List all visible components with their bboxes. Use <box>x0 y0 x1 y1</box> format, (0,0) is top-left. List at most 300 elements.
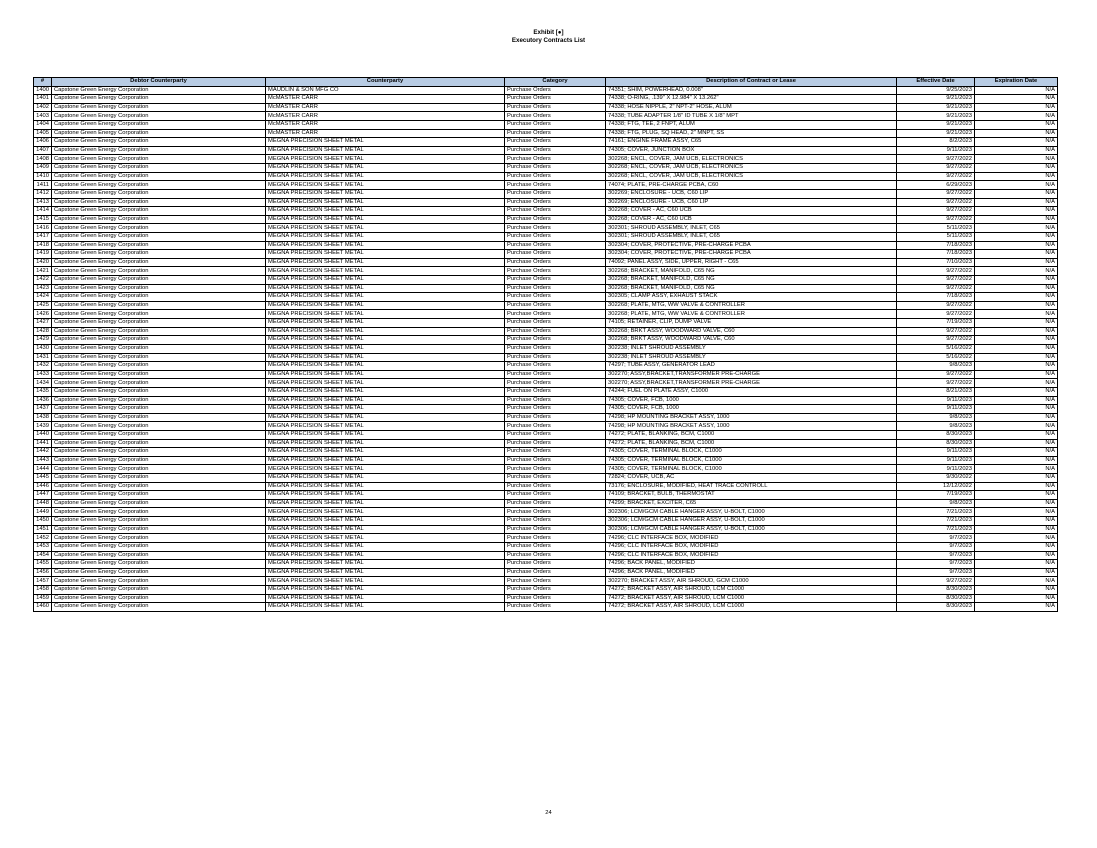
cell-category: Purchase Orders <box>505 551 606 560</box>
cell-counterparty: MEGNA PRECISION SHEET METAL <box>266 551 505 560</box>
cell-description: 74272; BRACKET ASSY, AIR SHROUD, LCM C1000 <box>606 603 897 612</box>
cell-debtor: Capstone Green Energy Corporation <box>52 198 266 207</box>
cell-effective-date: 9/11/2023 <box>897 448 975 457</box>
cell-debtor: Capstone Green Energy Corporation <box>52 267 266 276</box>
cell-number: 1400 <box>34 86 52 95</box>
cell-counterparty: MEGNA PRECISION SHEET METAL <box>266 534 505 543</box>
cell-expiration-date: N/A <box>975 439 1058 448</box>
cell-debtor: Capstone Green Energy Corporation <box>52 276 266 285</box>
cell-debtor: Capstone Green Energy Corporation <box>52 413 266 422</box>
cell-expiration-date: N/A <box>975 207 1058 216</box>
cell-number: 1442 <box>34 448 52 457</box>
cell-counterparty: MEGNA PRECISION SHEET METAL <box>266 585 505 594</box>
cell-effective-date: 9/27/2022 <box>897 379 975 388</box>
cell-number: 1459 <box>34 594 52 603</box>
cell-number: 1448 <box>34 499 52 508</box>
cell-expiration-date: N/A <box>975 258 1058 267</box>
cell-effective-date: 7/21/2023 <box>897 517 975 526</box>
cell-category: Purchase Orders <box>505 603 606 612</box>
cell-effective-date: 8/30/2023 <box>897 430 975 439</box>
cell-counterparty: MEGNA PRECISION SHEET METAL <box>266 387 505 396</box>
cell-category: Purchase Orders <box>505 121 606 130</box>
cell-number: 1436 <box>34 396 52 405</box>
cell-expiration-date: N/A <box>975 594 1058 603</box>
cell-debtor: Capstone Green Energy Corporation <box>52 138 266 147</box>
cell-expiration-date: N/A <box>975 224 1058 233</box>
cell-description: 302269; ENCLOSURE - UCB, C60 LIP <box>606 189 897 198</box>
cell-description: 302268; BRACKET, MANIFOLD, C65 NG <box>606 276 897 285</box>
cell-counterparty: McMASTER CARR <box>266 112 505 121</box>
cell-expiration-date: N/A <box>975 508 1058 517</box>
cell-debtor: Capstone Green Energy Corporation <box>52 508 266 517</box>
cell-counterparty: MEGNA PRECISION SHEET METAL <box>266 560 505 569</box>
cell-debtor: Capstone Green Energy Corporation <box>52 319 266 328</box>
cell-debtor: Capstone Green Energy Corporation <box>52 301 266 310</box>
table-row <box>34 250 1058 259</box>
cell-description: 74272; PLATE, BLANKING, BCM, C1000 <box>606 430 897 439</box>
cell-category: Purchase Orders <box>505 181 606 190</box>
cell-effective-date: 9/27/2022 <box>897 301 975 310</box>
cell-number: 1440 <box>34 430 52 439</box>
cell-debtor: Capstone Green Energy Corporation <box>52 560 266 569</box>
table-row <box>34 551 1058 560</box>
cell-debtor: Capstone Green Energy Corporation <box>52 362 266 371</box>
cell-expiration-date: N/A <box>975 379 1058 388</box>
cell-effective-date: 9/7/2023 <box>897 551 975 560</box>
cell-debtor: Capstone Green Energy Corporation <box>52 129 266 138</box>
cell-counterparty: McMASTER CARR <box>266 129 505 138</box>
cell-counterparty: MEGNA PRECISION SHEET METAL <box>266 542 505 551</box>
page-number: 24 <box>545 810 552 816</box>
cell-debtor: Capstone Green Energy Corporation <box>52 86 266 95</box>
table-row <box>34 396 1058 405</box>
cell-expiration-date: N/A <box>975 534 1058 543</box>
cell-counterparty: MEGNA PRECISION SHEET METAL <box>266 293 505 302</box>
cell-category: Purchase Orders <box>505 207 606 216</box>
cell-counterparty: MEGNA PRECISION SHEET METAL <box>266 336 505 345</box>
cell-effective-date: 8/2/2023 <box>897 138 975 147</box>
table-row <box>34 560 1058 569</box>
cell-category: Purchase Orders <box>505 491 606 500</box>
cell-expiration-date: N/A <box>975 551 1058 560</box>
cell-number: 1433 <box>34 370 52 379</box>
cell-counterparty: MEGNA PRECISION SHEET METAL <box>266 577 505 586</box>
cell-description: 302268; BRACKET, MANIFOLD, C65 NG <box>606 284 897 293</box>
cell-description: 74305; COVER, JUNCTION BOX <box>606 146 897 155</box>
cell-description: 302268; ENCL, COVER, JAM UCB, ELECTRONICS <box>606 164 897 173</box>
table-row <box>34 508 1058 517</box>
cell-expiration-date: N/A <box>975 241 1058 250</box>
cell-debtor: Capstone Green Energy Corporation <box>52 534 266 543</box>
cell-counterparty: MEGNA PRECISION SHEET METAL <box>266 164 505 173</box>
cell-debtor: Capstone Green Energy Corporation <box>52 474 266 483</box>
table-row <box>34 86 1058 95</box>
cell-description: 74297; TUBE ASSY, GENERATOR LEAD <box>606 362 897 371</box>
cell-counterparty: MEGNA PRECISION SHEET METAL <box>266 319 505 328</box>
cell-category: Purchase Orders <box>505 465 606 474</box>
cell-counterparty: MEGNA PRECISION SHEET METAL <box>266 155 505 164</box>
cell-counterparty: MEGNA PRECISION SHEET METAL <box>266 594 505 603</box>
cell-category: Purchase Orders <box>505 560 606 569</box>
cell-counterparty: MEGNA PRECISION SHEET METAL <box>266 276 505 285</box>
cell-number: 1458 <box>34 585 52 594</box>
cell-category: Purchase Orders <box>505 534 606 543</box>
cell-effective-date: 7/18/2023 <box>897 241 975 250</box>
cell-expiration-date: N/A <box>975 327 1058 336</box>
cell-effective-date: 9/11/2023 <box>897 405 975 414</box>
table-row <box>34 482 1058 491</box>
cell-expiration-date: N/A <box>975 103 1058 112</box>
cell-counterparty: MEGNA PRECISION SHEET METAL <box>266 482 505 491</box>
cell-effective-date: 9/27/2022 <box>897 215 975 224</box>
cell-effective-date: 9/8/2023 <box>897 499 975 508</box>
cell-description: 302301; SHROUD ASSEMBLY, INLET, C65 <box>606 224 897 233</box>
cell-counterparty: MEGNA PRECISION SHEET METAL <box>266 267 505 276</box>
cell-expiration-date: N/A <box>975 585 1058 594</box>
cell-effective-date: 9/21/2023 <box>897 95 975 104</box>
cell-counterparty: MEGNA PRECISION SHEET METAL <box>266 181 505 190</box>
cell-debtor: Capstone Green Energy Corporation <box>52 379 266 388</box>
cell-description: 72824; COVER, UCB, AC <box>606 474 897 483</box>
cell-debtor: Capstone Green Energy Corporation <box>52 585 266 594</box>
cell-description: 302268; BRACKET, MANIFOLD, C65 NG <box>606 267 897 276</box>
cell-expiration-date: N/A <box>975 560 1058 569</box>
cell-debtor: Capstone Green Energy Corporation <box>52 594 266 603</box>
cell-category: Purchase Orders <box>505 267 606 276</box>
cell-effective-date: 7/19/2023 <box>897 319 975 328</box>
cell-number: 1403 <box>34 112 52 121</box>
cell-debtor: Capstone Green Energy Corporation <box>52 456 266 465</box>
cell-effective-date: 9/7/2023 <box>897 568 975 577</box>
cell-expiration-date: N/A <box>975 95 1058 104</box>
cell-expiration-date: N/A <box>975 603 1058 612</box>
cell-counterparty: MEGNA PRECISION SHEET METAL <box>266 396 505 405</box>
table-row <box>34 258 1058 267</box>
cell-number: 1415 <box>34 215 52 224</box>
table-row <box>34 336 1058 345</box>
cell-description: 302268; BRKT ASSY, WOODWARD VALVE, C60 <box>606 336 897 345</box>
cell-number: 1409 <box>34 164 52 173</box>
table-row <box>34 344 1058 353</box>
cell-counterparty: MEGNA PRECISION SHEET METAL <box>266 405 505 414</box>
cell-category: Purchase Orders <box>505 129 606 138</box>
cell-debtor: Capstone Green Energy Corporation <box>52 344 266 353</box>
cell-debtor: Capstone Green Energy Corporation <box>52 465 266 474</box>
cell-description: 74109; BRACKET, BULB, THERMOSTAT <box>606 491 897 500</box>
cell-counterparty: MEGNA PRECISION SHEET METAL <box>266 525 505 534</box>
cell-category: Purchase Orders <box>505 155 606 164</box>
cell-number: 1457 <box>34 577 52 586</box>
cell-category: Purchase Orders <box>505 301 606 310</box>
cell-category: Purchase Orders <box>505 138 606 147</box>
table-row <box>34 284 1058 293</box>
cell-description: 302306; LCM/GCM CABLE HANGER ASSY, U-BOLT, C1000 <box>606 508 897 517</box>
cell-category: Purchase Orders <box>505 525 606 534</box>
cell-effective-date: 9/27/2022 <box>897 310 975 319</box>
cell-effective-date: 9/27/2022 <box>897 276 975 285</box>
cell-counterparty: MEGNA PRECISION SHEET METAL <box>266 465 505 474</box>
cell-effective-date: 9/21/2023 <box>897 129 975 138</box>
cell-number: 1456 <box>34 568 52 577</box>
cell-expiration-date: N/A <box>975 284 1058 293</box>
table-body <box>34 86 1058 611</box>
cell-number: 1443 <box>34 456 52 465</box>
cell-number: 1453 <box>34 542 52 551</box>
cell-debtor: Capstone Green Energy Corporation <box>52 603 266 612</box>
cell-effective-date: 9/25/2023 <box>897 86 975 95</box>
cell-number: 1455 <box>34 560 52 569</box>
table-row <box>34 422 1058 431</box>
table-row <box>34 232 1058 241</box>
table-row <box>34 198 1058 207</box>
table-row <box>34 189 1058 198</box>
cell-counterparty: MEGNA PRECISION SHEET METAL <box>266 499 505 508</box>
cell-description: 74338; O-RING, .139" X 12.984" X 13.262" <box>606 95 897 104</box>
table-row <box>34 456 1058 465</box>
cell-expiration-date: N/A <box>975 482 1058 491</box>
cell-number: 1429 <box>34 336 52 345</box>
cell-category: Purchase Orders <box>505 112 606 121</box>
cell-number: 1454 <box>34 551 52 560</box>
cell-effective-date: 9/11/2023 <box>897 396 975 405</box>
cell-number: 1424 <box>34 293 52 302</box>
cell-expiration-date: N/A <box>975 276 1058 285</box>
cell-category: Purchase Orders <box>505 172 606 181</box>
table-row <box>34 542 1058 551</box>
cell-debtor: Capstone Green Energy Corporation <box>52 482 266 491</box>
cell-number: 1417 <box>34 232 52 241</box>
cell-debtor: Capstone Green Energy Corporation <box>52 517 266 526</box>
cell-expiration-date: N/A <box>975 413 1058 422</box>
cell-expiration-date: N/A <box>975 336 1058 345</box>
cell-description: 74338; FTG, PLUG, SQ HEAD, 2" MNPT, SS <box>606 129 897 138</box>
cell-description: 302270; BRACKET ASSY, AIR SHROUD, GCM C1000 <box>606 577 897 586</box>
cell-description: 302268; COVER - AC, C60 UCB <box>606 215 897 224</box>
cell-number: 1406 <box>34 138 52 147</box>
cell-category: Purchase Orders <box>505 585 606 594</box>
cell-debtor: Capstone Green Energy Corporation <box>52 284 266 293</box>
table-row <box>34 568 1058 577</box>
cell-category: Purchase Orders <box>505 577 606 586</box>
table-row <box>34 129 1058 138</box>
cell-debtor: Capstone Green Energy Corporation <box>52 430 266 439</box>
cell-number: 1449 <box>34 508 52 517</box>
cell-number: 1441 <box>34 439 52 448</box>
cell-number: 1421 <box>34 267 52 276</box>
cell-number: 1437 <box>34 405 52 414</box>
cell-expiration-date: N/A <box>975 370 1058 379</box>
cell-number: 1444 <box>34 465 52 474</box>
column-header-number: # <box>34 78 52 87</box>
cell-debtor: Capstone Green Energy Corporation <box>52 396 266 405</box>
cell-debtor: Capstone Green Energy Corporation <box>52 215 266 224</box>
cell-expiration-date: N/A <box>975 310 1058 319</box>
table-row <box>34 207 1058 216</box>
cell-debtor: Capstone Green Energy Corporation <box>52 172 266 181</box>
cell-expiration-date: N/A <box>975 172 1058 181</box>
table-row <box>34 594 1058 603</box>
cell-counterparty: MEGNA PRECISION SHEET METAL <box>266 353 505 362</box>
cell-expiration-date: N/A <box>975 301 1058 310</box>
table-row <box>34 405 1058 414</box>
cell-description: 74296; CLC INTERFACE BOX, MODIFIED <box>606 542 897 551</box>
cell-expiration-date: N/A <box>975 232 1058 241</box>
cell-expiration-date: N/A <box>975 138 1058 147</box>
table-row <box>34 215 1058 224</box>
cell-category: Purchase Orders <box>505 284 606 293</box>
cell-debtor: Capstone Green Energy Corporation <box>52 207 266 216</box>
cell-category: Purchase Orders <box>505 482 606 491</box>
cell-category: Purchase Orders <box>505 568 606 577</box>
cell-effective-date: 9/27/2022 <box>897 164 975 173</box>
cell-expiration-date: N/A <box>975 430 1058 439</box>
cell-effective-date: 7/18/2023 <box>897 293 975 302</box>
cell-expiration-date: N/A <box>975 353 1058 362</box>
cell-effective-date: 9/27/2022 <box>897 336 975 345</box>
cell-description: 74305; COVER, FCB, 1000 <box>606 396 897 405</box>
cell-debtor: Capstone Green Energy Corporation <box>52 327 266 336</box>
cell-counterparty: MEGNA PRECISION SHEET METAL <box>266 172 505 181</box>
cell-debtor: Capstone Green Energy Corporation <box>52 542 266 551</box>
table-row <box>34 439 1058 448</box>
cell-description: 302270; ASSY,BRACKET,TRANSFORMER PRE-CHARGE <box>606 379 897 388</box>
cell-counterparty: MEGNA PRECISION SHEET METAL <box>266 413 505 422</box>
cell-debtor: Capstone Green Energy Corporation <box>52 551 266 560</box>
cell-number: 1413 <box>34 198 52 207</box>
cell-effective-date: 5/11/2023 <box>897 232 975 241</box>
cell-effective-date: 9/27/2022 <box>897 267 975 276</box>
column-header-effective-date: Effective Date <box>897 78 975 87</box>
cell-counterparty: McMASTER CARR <box>266 95 505 104</box>
cell-number: 1418 <box>34 241 52 250</box>
cell-expiration-date: N/A <box>975 189 1058 198</box>
cell-description: 302238; INLET SHROUD ASSEMBLY <box>606 344 897 353</box>
table-row <box>34 413 1058 422</box>
cell-counterparty: MEGNA PRECISION SHEET METAL <box>266 215 505 224</box>
cell-effective-date: 9/27/2022 <box>897 207 975 216</box>
cell-debtor: Capstone Green Energy Corporation <box>52 95 266 104</box>
table-row <box>34 362 1058 371</box>
cell-effective-date: 9/27/2022 <box>897 198 975 207</box>
cell-debtor: Capstone Green Energy Corporation <box>52 499 266 508</box>
cell-effective-date: 9/11/2023 <box>897 146 975 155</box>
cell-debtor: Capstone Green Energy Corporation <box>52 353 266 362</box>
table-row <box>34 491 1058 500</box>
cell-description: 73176; ENCLOSURE, MODIFIED, HEAT TRACE CONTROLL <box>606 482 897 491</box>
cell-counterparty: MEGNA PRECISION SHEET METAL <box>266 517 505 526</box>
cell-debtor: Capstone Green Energy Corporation <box>52 250 266 259</box>
cell-debtor: Capstone Green Energy Corporation <box>52 310 266 319</box>
cell-number: 1438 <box>34 413 52 422</box>
column-header-expiration-date: Expiration Date <box>975 78 1058 87</box>
cell-number: 1430 <box>34 344 52 353</box>
cell-expiration-date: N/A <box>975 164 1058 173</box>
cell-number: 1427 <box>34 319 52 328</box>
cell-effective-date: 7/21/2023 <box>897 525 975 534</box>
table-row <box>34 534 1058 543</box>
cell-description: 74299; BRACKET, EXCITER, C65 <box>606 499 897 508</box>
cell-description: 74296; BACK PANEL, MODIFIED <box>606 568 897 577</box>
cell-category: Purchase Orders <box>505 508 606 517</box>
cell-effective-date: 9/27/2022 <box>897 327 975 336</box>
table-row <box>34 525 1058 534</box>
table-row <box>34 517 1058 526</box>
cell-effective-date: 9/27/2022 <box>897 577 975 586</box>
cell-description: 74305; COVER, TERMINAL BLOCK, C1000 <box>606 456 897 465</box>
cell-effective-date: 9/7/2023 <box>897 560 975 569</box>
cell-debtor: Capstone Green Energy Corporation <box>52 121 266 130</box>
cell-effective-date: 9/8/2023 <box>897 362 975 371</box>
cell-expiration-date: N/A <box>975 215 1058 224</box>
cell-description: 302268; ENCL, COVER, JAM UCB, ELECTRONICS <box>606 172 897 181</box>
cell-number: 1407 <box>34 146 52 155</box>
table-row <box>34 327 1058 336</box>
cell-effective-date: 12/12/2022 <box>897 482 975 491</box>
cell-expiration-date: N/A <box>975 525 1058 534</box>
cell-description: 74351; SHIM, POWERHEAD, 0.008" <box>606 86 897 95</box>
cell-category: Purchase Orders <box>505 396 606 405</box>
cell-description: 74272; PLATE, BLANKING, BCM, C1000 <box>606 439 897 448</box>
cell-description: 302305; CLAMP ASSY, EXHAUST STACK <box>606 293 897 302</box>
cell-number: 1405 <box>34 129 52 138</box>
cell-debtor: Capstone Green Energy Corporation <box>52 422 266 431</box>
cell-category: Purchase Orders <box>505 379 606 388</box>
cell-description: 302268; PLATE, MTG, WW VALVE & CONTROLLER <box>606 301 897 310</box>
cell-category: Purchase Orders <box>505 336 606 345</box>
cell-debtor: Capstone Green Energy Corporation <box>52 112 266 121</box>
cell-debtor: Capstone Green Energy Corporation <box>52 189 266 198</box>
cell-debtor: Capstone Green Energy Corporation <box>52 224 266 233</box>
cell-counterparty: MEGNA PRECISION SHEET METAL <box>266 362 505 371</box>
cell-category: Purchase Orders <box>505 430 606 439</box>
cell-number: 1420 <box>34 258 52 267</box>
cell-debtor: Capstone Green Energy Corporation <box>52 525 266 534</box>
column-header-category: Category <box>505 78 606 87</box>
cell-counterparty: MEGNA PRECISION SHEET METAL <box>266 422 505 431</box>
cell-description: 302268; ENCL, COVER, JAM UCB, ELECTRONICS <box>606 155 897 164</box>
cell-number: 1428 <box>34 327 52 336</box>
cell-effective-date: 8/21/2023 <box>897 387 975 396</box>
cell-number: 1450 <box>34 517 52 526</box>
cell-expiration-date: N/A <box>975 448 1058 457</box>
cell-counterparty: MEGNA PRECISION SHEET METAL <box>266 310 505 319</box>
cell-debtor: Capstone Green Energy Corporation <box>52 370 266 379</box>
cell-category: Purchase Orders <box>505 439 606 448</box>
cell-number: 1401 <box>34 95 52 104</box>
cell-effective-date: 8/30/2023 <box>897 585 975 594</box>
cell-counterparty: MEGNA PRECISION SHEET METAL <box>266 250 505 259</box>
cell-number: 1434 <box>34 379 52 388</box>
cell-expiration-date: N/A <box>975 577 1058 586</box>
cell-category: Purchase Orders <box>505 370 606 379</box>
table-row <box>34 577 1058 586</box>
cell-description: 74305; COVER, TERMINAL BLOCK, C1000 <box>606 465 897 474</box>
cell-expiration-date: N/A <box>975 86 1058 95</box>
cell-description: 74296; BACK PANEL, MODIFIED <box>606 560 897 569</box>
table-row <box>34 430 1058 439</box>
cell-counterparty: MEGNA PRECISION SHEET METAL <box>266 207 505 216</box>
table-row <box>34 370 1058 379</box>
cell-expiration-date: N/A <box>975 181 1058 190</box>
cell-debtor: Capstone Green Energy Corporation <box>52 155 266 164</box>
cell-number: 1412 <box>34 189 52 198</box>
cell-number: 1410 <box>34 172 52 181</box>
cell-expiration-date: N/A <box>975 542 1058 551</box>
table-row <box>34 103 1058 112</box>
cell-category: Purchase Orders <box>505 215 606 224</box>
cell-category: Purchase Orders <box>505 456 606 465</box>
cell-description: 74161; ENGINE FRAME ASSY, C65 <box>606 138 897 147</box>
